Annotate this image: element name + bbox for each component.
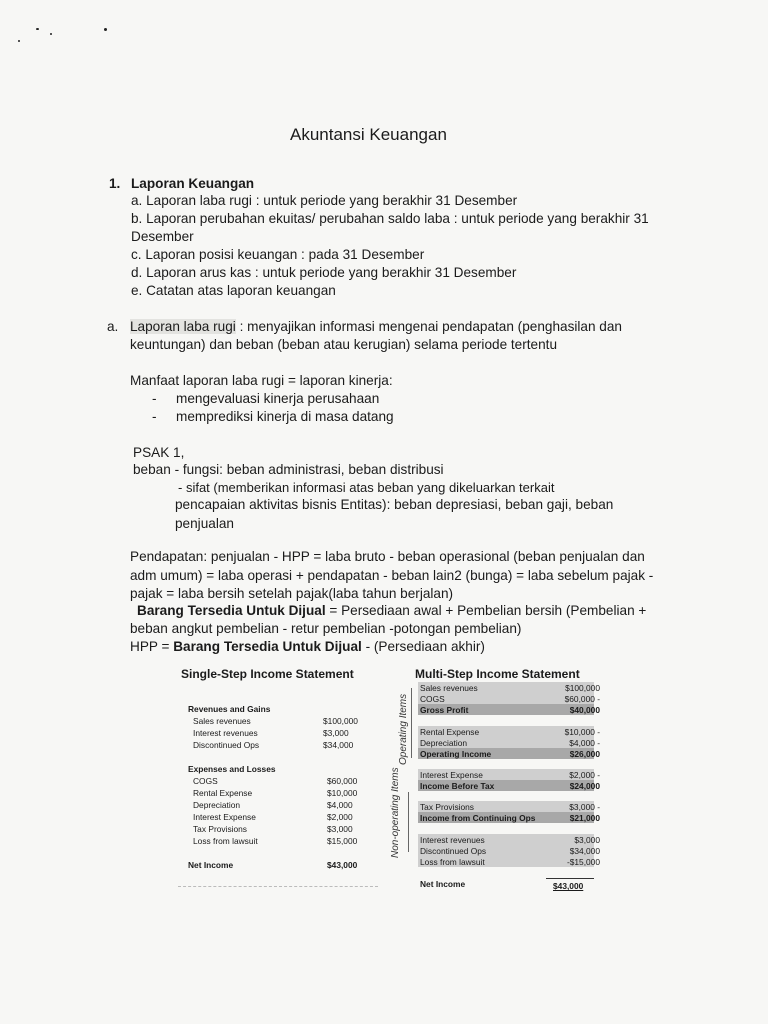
bullet-item: mengevaluasi kinerja perusahaan [176, 391, 380, 406]
row-label: Gross Profit [420, 705, 469, 715]
row-value: $3,000 [574, 835, 600, 845]
list-item: d. Laporan arus kas : untuk periode yang berakhir 31 Desember [131, 265, 517, 280]
scan-artifact [178, 886, 378, 887]
formula-line [130, 638, 485, 655]
formula-text: - (Persediaan akhir) [361, 639, 485, 654]
expense-label: Loss from lawsuit [193, 836, 258, 846]
psak-line: pencapaian aktivitas bisnis Entitas): beban depresiasi, beban gaji, beban [175, 497, 614, 512]
expense-label: COGS [193, 776, 218, 786]
revenue-value: $3,000 [323, 728, 349, 738]
list-item: e. Catatan atas laporan keuangan [131, 283, 336, 298]
row-label: COGS [420, 694, 445, 704]
formula-line: beban angkut pembelian - retur pembelian -potongan pembelian) [130, 621, 522, 636]
expenses-heading: Expenses and Losses [188, 764, 276, 774]
psak-line: - sifat (memberikan informasi atas beban yang dikeluarkan terkait [178, 480, 555, 495]
subsection-letter: a. [107, 319, 119, 334]
expense-label: Tax Provisions [193, 824, 247, 834]
row-label: Interest Expense [420, 770, 483, 780]
row-value: $24,000 [569, 781, 600, 791]
psak-heading: PSAK 1, [133, 445, 185, 460]
row-label: Tax Provisions [420, 802, 474, 812]
row-label: Depreciation [420, 738, 468, 748]
psak-line: beban - fungsi: beban administrasi, beban distribusi [133, 462, 444, 477]
row-label: Loss from lawsuit [420, 857, 485, 867]
row-value: $40,000 [569, 705, 600, 715]
non-operating-items-label: Non-operating Items [390, 767, 401, 858]
formula-line [137, 602, 646, 619]
subsection-line [130, 318, 622, 335]
list-item: Desember [131, 229, 194, 244]
row-value: -$15,000 [566, 857, 600, 867]
row-value: $21,000 [569, 813, 600, 823]
brace-icon [408, 792, 414, 852]
list-item: c. Laporan posisi keuangan : pada 31 Desember [131, 247, 425, 262]
net-income-rule [546, 878, 594, 879]
single-step-title: Single-Step Income Statement [181, 667, 354, 681]
expense-value: $15,000 [327, 836, 358, 846]
revenue-value: $100,000 [323, 716, 358, 726]
row-value: $60,000 - [564, 694, 600, 704]
expense-label: Rental Expense [193, 788, 253, 798]
bullet-mark: - [152, 391, 157, 406]
definition-text: keuntungan) dan beban (beban atau kerugian) selama periode tertentu [130, 337, 558, 352]
revenue-label: Discontinued Ops [193, 740, 260, 750]
row-value: $34,000 [569, 846, 600, 856]
bold-term: Barang Tersedia Untuk Dijual [173, 639, 362, 654]
list-item: b. Laporan perubahan ekuitas/ perubahan saldo laba : untuk periode yang berakhir 31 [131, 211, 649, 226]
revenues-heading: Revenues and Gains [188, 704, 271, 714]
bold-term: Barang Tersedia Untuk Dijual [137, 603, 326, 618]
row-label: Discontinued Ops [420, 846, 487, 856]
section-number: 1. [109, 176, 121, 191]
expense-value: $3,000 [327, 824, 353, 834]
net-income-label: Net Income [188, 860, 234, 870]
highlighted-term: Laporan laba rugi [130, 319, 236, 334]
revenue-label: Sales revenues [193, 716, 251, 726]
row-label: Income Before Tax [420, 781, 495, 791]
expense-label: Depreciation [193, 800, 241, 810]
row-value: $10,000 - [564, 727, 600, 737]
expense-value: $60,000 [327, 776, 358, 786]
multi-net-income-value: $43,000 [553, 881, 584, 891]
expense-value: $4,000 [327, 800, 353, 810]
row-value: $2,000 - [569, 770, 600, 780]
row-value: $3,000 - [569, 802, 600, 812]
row-label: Sales revenues [420, 683, 478, 693]
manfaat-text: Manfaat laporan laba rugi = laporan kinerja: [130, 373, 393, 388]
definition-text: : menyajikan informasi mengenai pendapatan (penghasilan dan [235, 319, 622, 334]
operating-items-label: Operating Items [398, 693, 409, 765]
bullet-mark: - [152, 409, 157, 424]
formula-line: Pendapatan: penjualan - HPP = laba bruto - beban operasional (beban penjualan dan [130, 549, 645, 564]
expense-value: $2,000 [327, 812, 353, 822]
row-label: Interest revenues [420, 835, 485, 845]
section-heading: Laporan Keuangan [131, 176, 255, 191]
revenue-label: Interest revenues [193, 728, 258, 738]
row-value: $26,000 [569, 749, 600, 759]
row-value: $100,000 [565, 683, 600, 693]
psak-line: penjualan [175, 516, 234, 531]
row-label: Rental Expense [420, 727, 480, 737]
multi-step-title: Multi-Step Income Statement [415, 667, 580, 681]
formula-text: HPP = [130, 639, 174, 654]
expense-label: Interest Expense [193, 812, 256, 822]
formula-text: = Persediaan awal + Pembelian bersih (Pembelian + [325, 603, 647, 618]
bullet-item: memprediksi kinerja di masa datang [176, 409, 394, 424]
multi-net-income-label: Net Income [420, 879, 466, 889]
row-label: Operating Income [420, 749, 492, 759]
formula-line: pajak = laba bersih setelah pajak(laba tahun berjalan) [130, 586, 454, 601]
page-title: Akuntansi Keuangan [290, 125, 447, 144]
row-label: Income from Continuing Ops [420, 813, 536, 823]
expense-value: $10,000 [327, 788, 358, 798]
net-income-value: $43,000 [327, 860, 358, 870]
row-value: $4,000 - [569, 738, 600, 748]
list-item: a. Laporan laba rugi : untuk periode yang berakhir 31 Desember [131, 193, 518, 208]
brace-icon [411, 688, 417, 758]
formula-line: adm umum) = laba operasi + pendapatan - beban lain2 (bunga) = laba sebelum pajak - [130, 568, 654, 583]
revenue-value: $34,000 [323, 740, 354, 750]
